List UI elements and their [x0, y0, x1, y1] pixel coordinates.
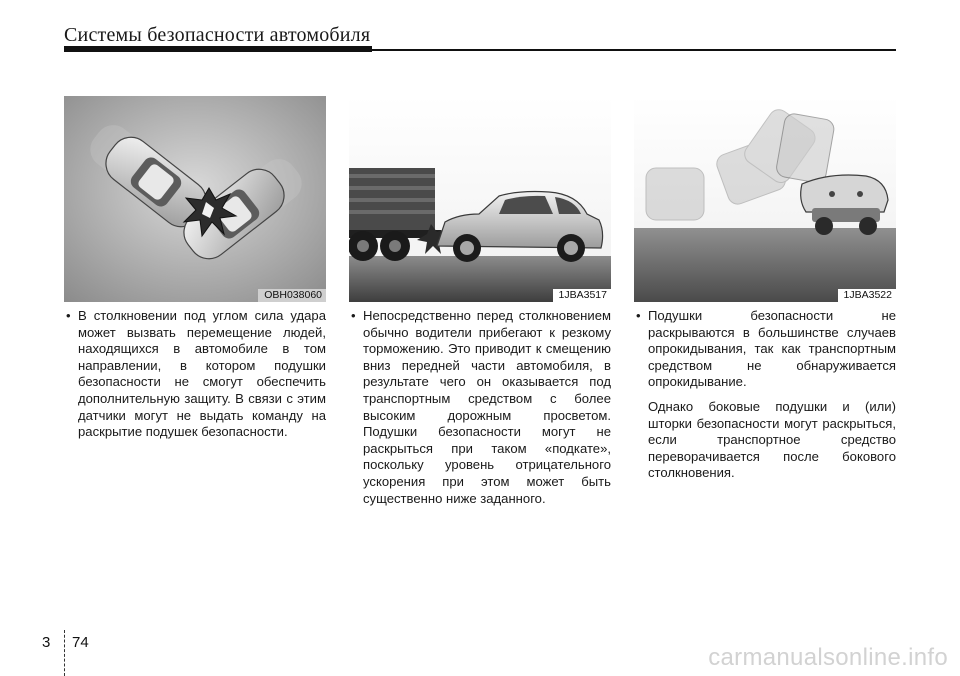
figure-label: 1JBA3522	[838, 289, 896, 302]
text-column-1	[64, 308, 326, 449]
header-rule-thick	[64, 46, 372, 52]
figure-underride-collision	[349, 96, 611, 302]
bullet-rollover: • Подушки безопасности не раскрываются в большинстве случаев опрокидывания, так как транспортным средством не обнаруживается опрокидывание.	[634, 308, 896, 391]
bullet-underride: • Непосредственно перед столкновением обычно водители прибегают к резкому торможению. Это приводит к смещению вниз передней части автомобиля, в результате чего он оказывается под транспортным средством с более высоким дорожным просветом. Подушки безопасности могут не раскрыться при таком «подкате», поскольку уровень отрицательного ускорения при этом может быть существенно ниже заданного.	[349, 308, 611, 507]
chapter-number: 3	[42, 634, 51, 651]
paragraph-side-airbags: Однако боковые подушки и (или) шторки безопасности могут раскрыться, если транспортное средство переворачивается после бокового столкновения.	[648, 398, 896, 481]
bullet-angle-collision: • В столкновении под углом сила удара может вызвать перемещение людей, находящихся в автомобиле в том направлении, в котором подушки безопасности не смогут обеспечить дополнительную защиту. В связи с этим датчики могут не выдать команду на раскрытие подушек безопасности.	[64, 308, 326, 441]
angle-collision-illustration	[64, 96, 326, 302]
text-column-3	[634, 308, 896, 482]
watermark-text: carmanualsonline.info	[708, 644, 948, 671]
figure-label: OBH038060	[258, 289, 326, 302]
text-column-2	[349, 308, 611, 515]
underride-illustration	[349, 96, 611, 302]
page-number-divider	[64, 630, 65, 676]
header-rule-thin	[372, 49, 896, 51]
figure-rollover	[634, 96, 896, 302]
figure-label: 1JBA3517	[553, 289, 611, 302]
rollover-illustration	[634, 96, 896, 302]
page-number: 74	[72, 634, 89, 651]
figure-angle-collision	[64, 96, 326, 302]
page-header-title: Системы безопасности автомобиля	[64, 24, 371, 46]
